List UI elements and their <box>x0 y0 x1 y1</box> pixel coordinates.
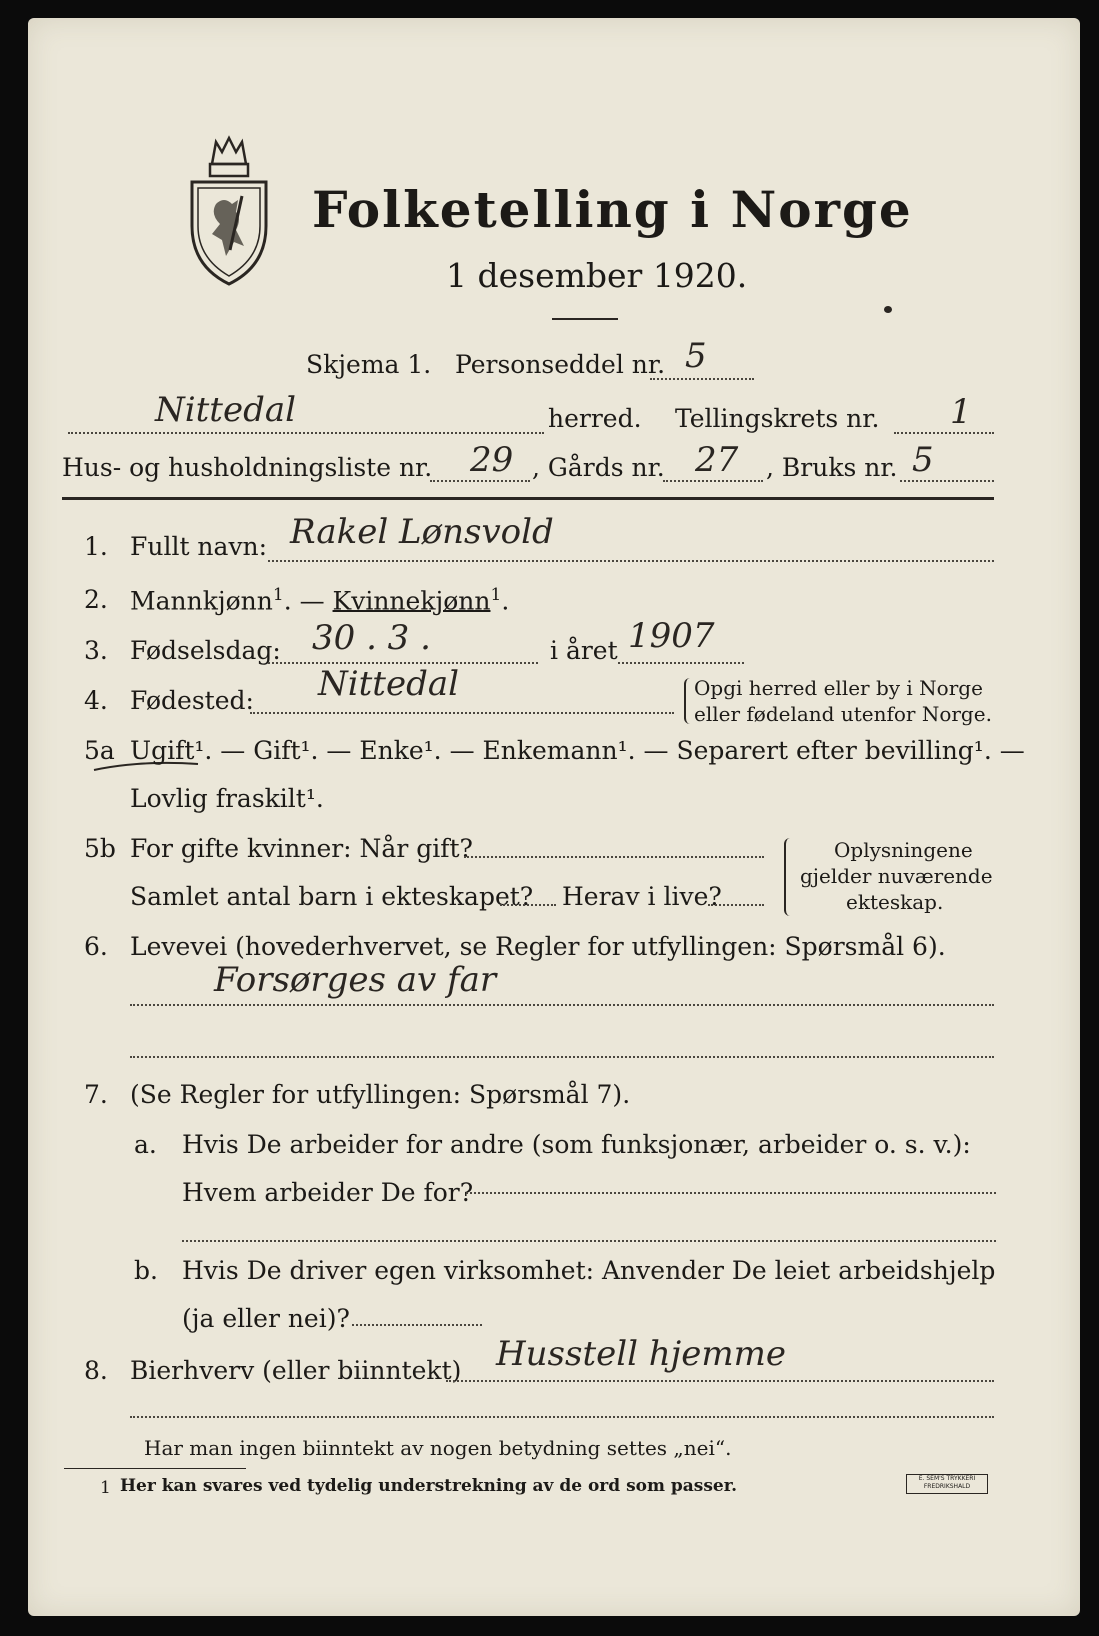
marital-status-options[interactable]: Ugift¹. — Gift¹. — Enke¹. — Enkemann¹. — Separert efter bevilling¹. — <box>130 736 1025 765</box>
herred-label: herred. <box>548 404 642 433</box>
q6-number: 6. <box>84 932 108 961</box>
header-divider <box>62 497 994 500</box>
q7b-line1: Hvis De driver egen virksomhet: Anvender De leiet arbeidshjelp <box>182 1256 996 1285</box>
q5b-brace <box>784 838 794 916</box>
bruks-value[interactable]: 5 <box>912 440 934 480</box>
q4-number: 4. <box>84 686 108 715</box>
personseddel-line <box>650 378 754 380</box>
footnote-divider <box>64 1468 246 1469</box>
gards-value[interactable]: 27 <box>695 440 739 480</box>
q8-label: Bierhverv (eller biinntekt) <box>130 1356 462 1385</box>
tellingskrets-label: Tellingskrets nr. <box>675 404 880 433</box>
herred-value[interactable]: Nittedal <box>155 390 296 430</box>
side-income-value[interactable]: Husstell hjemme <box>496 1334 786 1374</box>
q6-label: Levevei (hovederhvervet, se Regler for utfyllingen: Spørsmål 6). <box>130 932 946 961</box>
occupation-value[interactable]: Forsørges av far <box>214 960 497 1000</box>
q3-number: 3. <box>84 636 108 665</box>
q2-number: 2. <box>84 585 108 614</box>
q4-label: Fødested: <box>130 686 254 715</box>
occupation-line-1 <box>130 1004 994 1006</box>
bruks-line <box>900 480 994 482</box>
hired-help-line <box>352 1324 482 1326</box>
q7-number: 7. <box>84 1080 108 1109</box>
no-income-note: Har man ingen biinntekt av nogen betydning settes „nei“. <box>144 1436 732 1460</box>
coat-of-arms-icon <box>186 134 272 290</box>
tellingskrets-line <box>894 432 994 434</box>
q5b-married-label: For gifte kvinner: Når gift? <box>130 834 473 863</box>
q2-options: Mannkjønn$^1$. — Kvinnekjønn$^1$. <box>130 585 510 616</box>
q5b-children-label: Samlet antal barn i ekteskapet? <box>130 882 534 911</box>
q4-note-line2: eller fødeland utenfor Norge. <box>694 702 992 726</box>
title-divider <box>552 318 618 320</box>
husliste-value[interactable]: 29 <box>470 440 514 480</box>
personseddel-value[interactable]: 5 <box>685 336 707 376</box>
option-kvinnekjonn[interactable]: Kvinnekjønn <box>332 586 491 616</box>
marital-status-option-divorced[interactable]: Lovlig fraskilt¹. <box>130 784 324 813</box>
q5b-note-line3: ekteskap. <box>846 890 944 914</box>
q1-label: Fullt navn: <box>130 532 268 561</box>
occupation-line-2 <box>130 1056 994 1058</box>
option-mannkjonn[interactable]: Mannkjønn <box>130 586 273 616</box>
side-income-line-2 <box>130 1416 994 1418</box>
gards-line <box>663 480 763 482</box>
side-income-line <box>446 1380 994 1382</box>
q7a-line1: Hvis De arbeider for andre (som funksjonær, arbeider o. s. v.): <box>182 1130 971 1159</box>
husliste-line <box>430 480 530 482</box>
birthplace-value[interactable]: Nittedal <box>318 664 459 704</box>
personseddel-label: Personseddel nr. <box>455 350 666 379</box>
full-name-value[interactable]: Rakel Lønsvold <box>290 512 554 552</box>
q3-label: Fødselsdag: <box>130 636 281 665</box>
bruks-label: , Bruks nr. <box>766 453 898 482</box>
birthdate-value[interactable]: 30 . 3 . <box>312 618 431 658</box>
q1-line <box>268 560 994 562</box>
q7b-line2: (ja eller nei)? <box>182 1304 350 1333</box>
gards-label: , Gårds nr. <box>532 453 665 482</box>
ink-dot <box>884 306 892 313</box>
birthyear-line <box>618 662 744 664</box>
q7a-line2: Hvem arbeider De for? <box>182 1178 474 1207</box>
year-label: i året <box>550 636 618 665</box>
married-date-line <box>464 856 764 858</box>
q5b-note-line2: gjelder nuværende <box>800 864 993 888</box>
birthyear-value[interactable]: 1907 <box>628 616 715 656</box>
q4-note-line1: Opgi herred eller by i Norge <box>694 676 983 700</box>
printer-stamp: E. SEM'S TRYKKERI FREDRIKSHALD <box>906 1474 988 1494</box>
children-count-line <box>500 904 556 906</box>
census-date: 1 desember 1920. <box>446 256 748 295</box>
q4-brace <box>684 678 692 724</box>
q7b-letter: b. <box>134 1256 158 1285</box>
footnote-number: 1 <box>100 1478 111 1498</box>
q1-number: 1. <box>84 532 108 561</box>
q7a-letter: a. <box>134 1130 157 1159</box>
employer-line-2 <box>182 1240 996 1242</box>
footnote-text: Her kan svares ved tydelig understrekning av de ord som passer. <box>120 1476 738 1496</box>
tellingskrets-value[interactable]: 1 <box>950 392 972 432</box>
q7-label: (Se Regler for utfyllingen: Spørsmål 7). <box>130 1080 631 1109</box>
children-alive-line <box>708 904 764 906</box>
q5b-note-line1: Oplysningene <box>834 838 973 862</box>
form-title: Folketelling i Norge <box>312 180 913 239</box>
q5b-alive-label: Herav i live? <box>562 882 722 911</box>
birthplace-line <box>250 712 674 714</box>
q8-number: 8. <box>84 1356 108 1385</box>
skjema-label: Skjema 1. <box>306 350 432 379</box>
herred-line <box>68 432 544 434</box>
q5b-number: 5b <box>84 834 116 863</box>
husliste-label: Hus- og husholdningsliste nr. <box>62 453 433 482</box>
q5a-number: 5a <box>84 736 115 765</box>
employer-line-1 <box>466 1192 996 1194</box>
